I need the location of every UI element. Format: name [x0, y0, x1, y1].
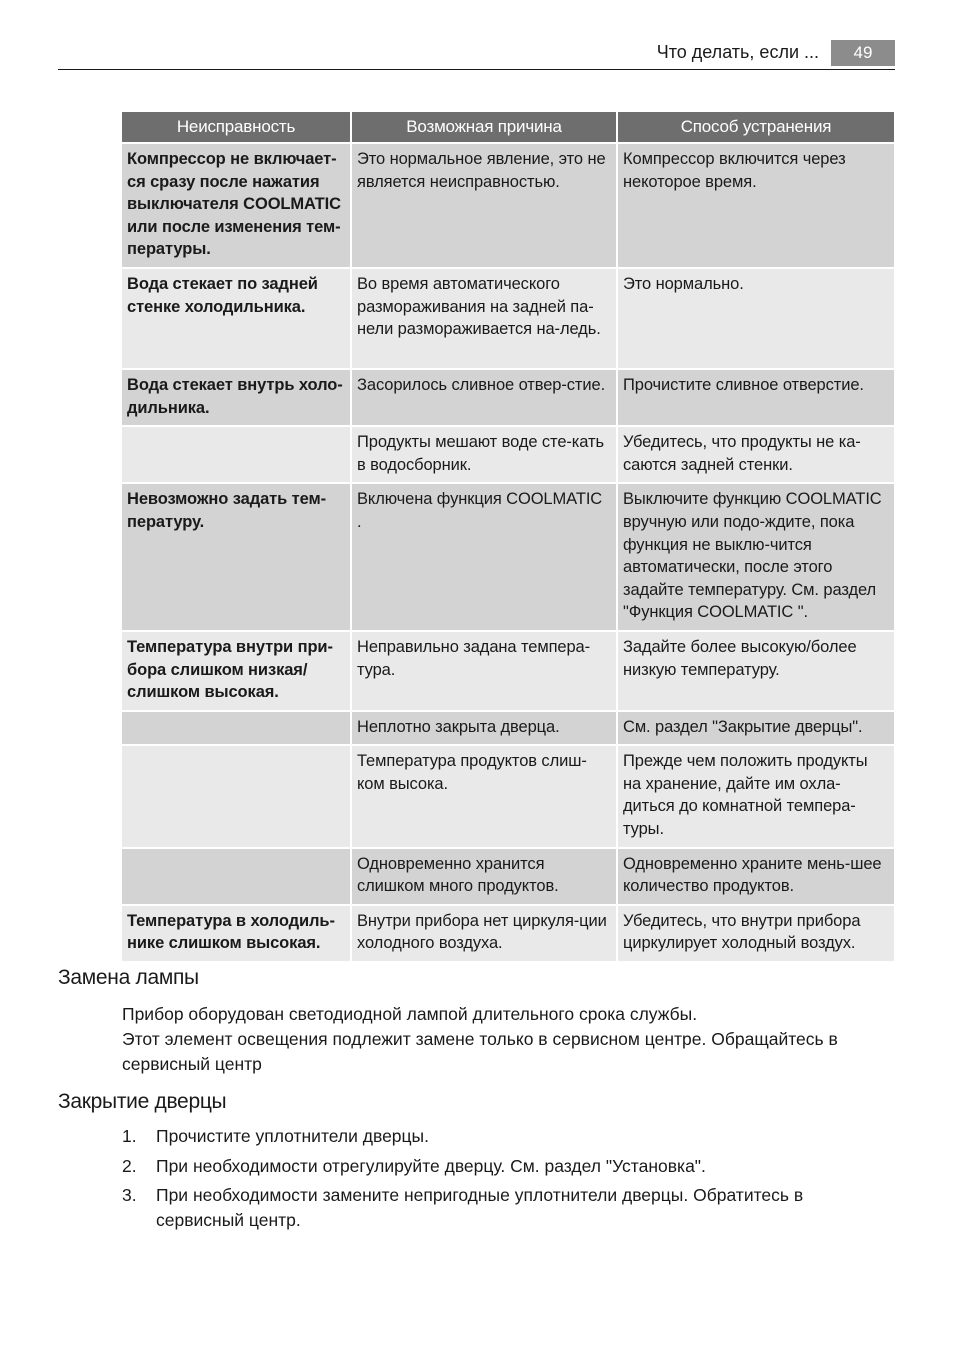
problem-cell [122, 746, 350, 846]
running-header-title: Что делать, если ... [656, 42, 819, 62]
cause-cell: Во время автоматического размораживания на задней па-нели размораживается на-ледь. [352, 269, 616, 368]
list-item [122, 1183, 892, 1232]
door-section-title: Закрытие дверцы [58, 1090, 227, 1113]
table-row [122, 370, 894, 425]
table-header-row [122, 112, 894, 142]
table-row [122, 427, 894, 482]
solution-cell: Выключите функцию COOLMATIC вручную или подо-ждите, пока функция не выклю-чится автоматически, после этого задайте температуру. См. раздел "Функция COOLMATIC ". [618, 484, 894, 630]
table-row [122, 484, 894, 630]
solution-cell: Убедитесь, что внутри прибора циркулирует холодный воздух. [618, 906, 894, 961]
header-divider [58, 69, 895, 70]
column-header-problem: Неисправность [122, 112, 350, 142]
cause-cell: Включена функция COOLMATIC . [352, 484, 616, 630]
table-row [122, 712, 894, 745]
solution-cell: Задайте более высокую/более низкую температуру. [618, 632, 894, 710]
solution-cell: Компрессор включится через некоторое время. [618, 144, 894, 267]
problem-cell [122, 849, 350, 904]
list-item [122, 1154, 892, 1179]
step-text: При необходимости замените непригодные уплотнители дверцы. Обратитесь в сервисный центр. [156, 1185, 804, 1230]
cause-cell: Одновременно хранится слишком много продуктов. [352, 849, 616, 904]
solution-cell: Одновременно храните мень-шее количество продуктов. [618, 849, 894, 904]
lamp-section-title: Замена лампы [58, 966, 199, 989]
problem-cell [122, 712, 350, 745]
troubleshooting-table [120, 110, 896, 963]
step-text: При необходимости отрегулируйте дверцу. См. раздел "Установка". [156, 1155, 706, 1176]
column-header-cause: Возможная причина [352, 112, 616, 142]
table-row [122, 632, 894, 710]
lamp-section-paragraph-1: Прибор оборудован светодиодной лампой длительного срока службы. [122, 1004, 698, 1024]
cause-cell: Неплотно закрыта дверца. [352, 712, 616, 745]
solution-cell: Убедитесь, что продукты не ка-саются задней стенки. [618, 427, 894, 482]
problem-cell [122, 427, 350, 482]
step-number: 2. [122, 1155, 137, 1176]
lamp-section-paragraph-2: Этот элемент освещения подлежит замене только в сервисном центре. Обращайтесь в сервисный центр [122, 1029, 838, 1074]
table-row [122, 849, 894, 904]
table-row [122, 906, 894, 961]
solution-cell: См. раздел "Закрытие дверцы". [618, 712, 894, 745]
table-row [122, 746, 894, 846]
page-number: 49 [831, 40, 895, 66]
cause-cell: Неправильно задана темпера-тура. [352, 632, 616, 710]
cause-cell: Температура продуктов слиш-ком высока. [352, 746, 616, 846]
column-header-solution: Способ устранения [618, 112, 894, 142]
solution-cell: Это нормально. [618, 269, 894, 368]
cause-cell: Продукты мешают воде сте-кать в водосборник. [352, 427, 616, 482]
problem-cell: Температура внутри при-бора слишком низкая/ слишком высокая. [122, 632, 350, 710]
cause-cell: Это нормальное явление, это не является неисправностью. [352, 144, 616, 267]
problem-cell: Невозможно задать тем-пературу. [122, 484, 350, 630]
problem-cell: Вода стекает внутрь холо-дильника. [122, 370, 350, 425]
cause-cell: Внутри прибора нет циркуля-ции холодного воздуха. [352, 906, 616, 961]
solution-cell: Прежде чем положить продукты на хранение, дайте им охла-диться до комнатной темпера-туры. [618, 746, 894, 846]
step-text: Прочистите уплотнители дверцы. [156, 1126, 430, 1146]
table-row [122, 144, 894, 267]
solution-cell: Прочистите сливное отверстие. [618, 370, 894, 425]
step-number: 3. [122, 1185, 137, 1205]
step-number: 1. [122, 1126, 137, 1146]
problem-cell: Температура в холодиль-нике слишком высокая. [122, 906, 350, 961]
problem-cell: Вода стекает по задней стенке холодильника. [122, 269, 350, 368]
table-row [122, 269, 894, 368]
door-steps-list [122, 1124, 892, 1237]
problem-cell: Компрессор не включает-ся сразу после нажатия выключателя COOLMATIC или после изменения тем-пературы. [122, 144, 350, 267]
list-item [122, 1124, 892, 1149]
cause-cell: Засорилось сливное отвер-стие. [352, 370, 616, 425]
